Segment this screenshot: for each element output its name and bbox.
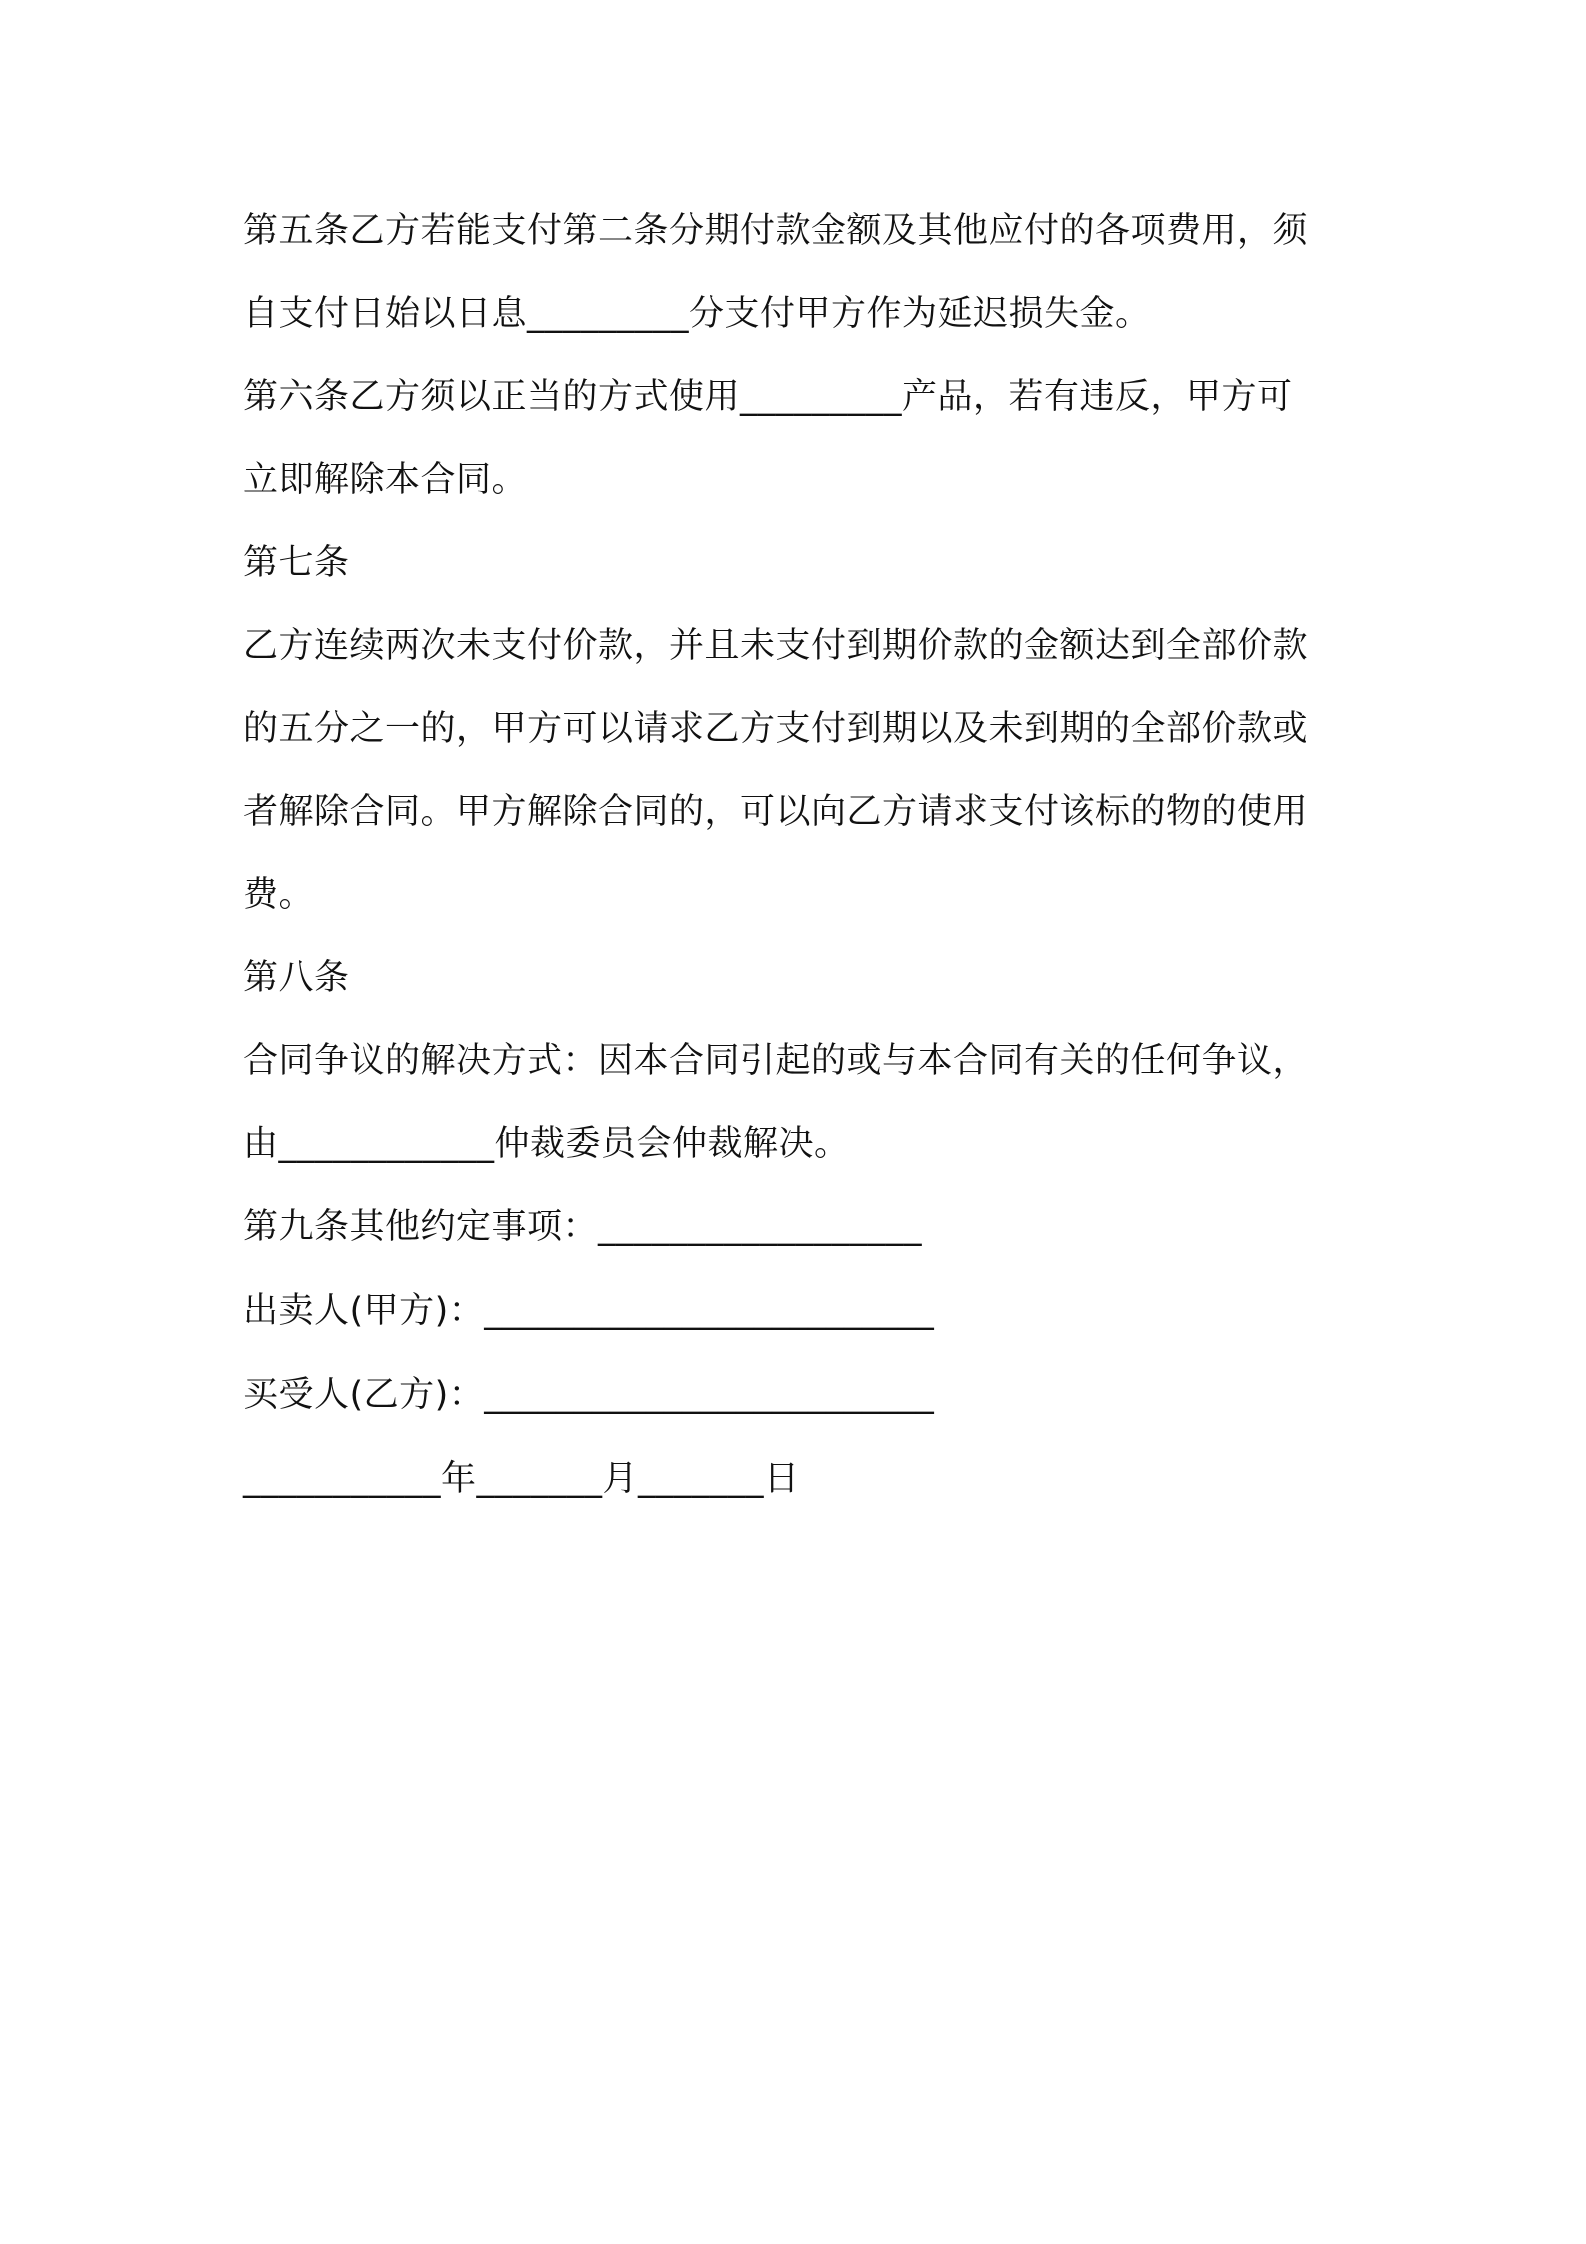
article-7-line-4: 费。 — [243, 875, 315, 915]
article-9-line: 第九条其他约定事项：__________________ — [243, 1207, 923, 1247]
date-line: ___________年_______月_______日 — [243, 1459, 800, 1499]
article-7-line-1: 乙方连续两次未支付价款，并且未支付到期价款的金额达到全部价款 — [243, 626, 1309, 666]
article-5-line-1: 第五条乙方若能支付第二条分期付款金额及其他应付的各项费用，须 — [243, 211, 1309, 251]
seller-signature-line: 出卖人(甲方)：_________________________ — [243, 1291, 935, 1331]
article-7-line-2: 的五分之一的，甲方可以请求乙方支付到期以及未到期的全部价款或 — [243, 709, 1309, 749]
article-7-heading: 第七条 — [243, 543, 350, 583]
document-body — [243, 190, 1363, 1521]
article-8-heading: 第八条 — [243, 958, 350, 998]
article-6-line-1: 第六条乙方须以正当的方式使用_________产品，若有违反，甲方可 — [243, 377, 1293, 417]
article-5-line-2: 自支付日始以日息_________分支付甲方作为延迟损失金。 — [243, 294, 1151, 334]
article-8-line-2: 由____________仲裁委员会仲裁解决。 — [243, 1124, 850, 1164]
buyer-signature-line: 买受人(乙方)：_________________________ — [243, 1375, 935, 1415]
article-7-line-3: 者解除合同。甲方解除合同的，可以向乙方请求支付该标的物的使用 — [243, 792, 1309, 832]
article-8-line-1: 合同争议的解决方式：因本合同引起的或与本合同有关的任何争议， — [243, 1041, 1309, 1081]
article-6-line-2: 立即解除本合同。 — [243, 460, 528, 500]
